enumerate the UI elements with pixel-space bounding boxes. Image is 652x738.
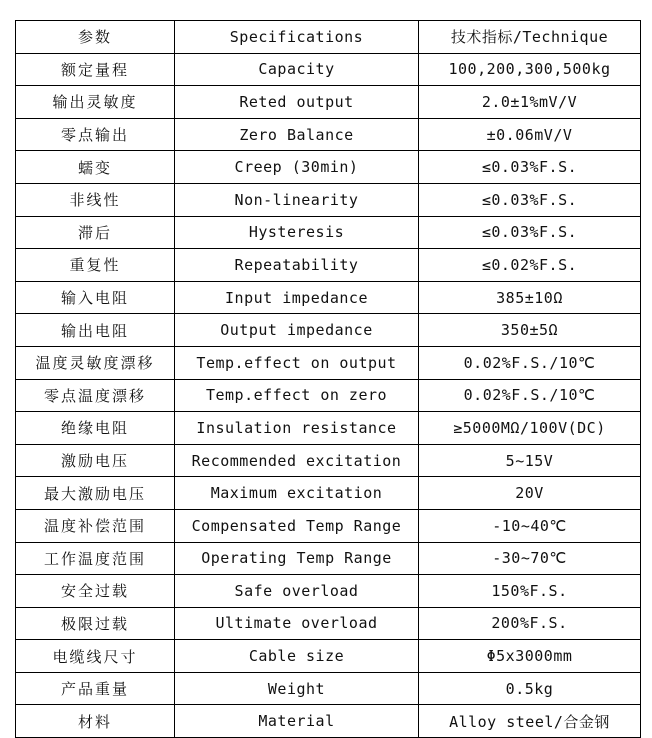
value-cell: 150%F.S. bbox=[419, 575, 641, 608]
value-cell: ≤0.03%F.S. bbox=[419, 151, 641, 184]
param-cell: 重复性 bbox=[16, 249, 175, 282]
spec-cell: Creep (30min) bbox=[175, 151, 419, 184]
param-cell: 最大激励电压 bbox=[16, 477, 175, 510]
table-row bbox=[16, 477, 641, 510]
param-cell: 安全过载 bbox=[16, 575, 175, 608]
spec-cell: Output impedance bbox=[175, 314, 419, 347]
value-cell: -30~70℃ bbox=[419, 542, 641, 575]
value-cell: Φ5x3000mm bbox=[419, 640, 641, 673]
value-cell: 5~15V bbox=[419, 444, 641, 477]
value-cell: ≥5000MΩ/100V(DC) bbox=[419, 412, 641, 445]
param-cell: 非线性 bbox=[16, 183, 175, 216]
param-cell: 零点温度漂移 bbox=[16, 379, 175, 412]
value-cell: Alloy steel/合金钢 bbox=[419, 705, 641, 738]
spec-cell: Cable size bbox=[175, 640, 419, 673]
spec-cell: Maximum excitation bbox=[175, 477, 419, 510]
spec-cell: Zero Balance bbox=[175, 118, 419, 151]
table-row bbox=[16, 379, 641, 412]
param-cell: 输入电阻 bbox=[16, 281, 175, 314]
specifications-table-body bbox=[16, 21, 641, 738]
param-cell: 绝缘电阻 bbox=[16, 412, 175, 445]
table-row bbox=[16, 607, 641, 640]
table-row bbox=[16, 575, 641, 608]
spec-cell: Safe overload bbox=[175, 575, 419, 608]
param-cell: 输出电阻 bbox=[16, 314, 175, 347]
spec-cell: Reted output bbox=[175, 86, 419, 119]
param-cell: 零点输出 bbox=[16, 118, 175, 151]
spec-cell: Recommended excitation bbox=[175, 444, 419, 477]
param-cell: 额定量程 bbox=[16, 53, 175, 86]
table-row bbox=[16, 118, 641, 151]
param-cell: 蠕变 bbox=[16, 151, 175, 184]
table-header-row bbox=[16, 21, 641, 54]
value-cell: 200%F.S. bbox=[419, 607, 641, 640]
table-row bbox=[16, 640, 641, 673]
spec-cell: Ultimate overload bbox=[175, 607, 419, 640]
header-value-cell: 技术指标/Technique bbox=[419, 21, 641, 54]
spec-cell: Non-linearity bbox=[175, 183, 419, 216]
value-cell: 0.02%F.S./10℃ bbox=[419, 346, 641, 379]
value-cell: 385±10Ω bbox=[419, 281, 641, 314]
value-cell: 20V bbox=[419, 477, 641, 510]
table-row bbox=[16, 346, 641, 379]
table-row bbox=[16, 314, 641, 347]
table-row bbox=[16, 509, 641, 542]
header-param-cell: 参数 bbox=[16, 21, 175, 54]
param-cell: 温度补偿范围 bbox=[16, 509, 175, 542]
value-cell: 2.0±1%mV/V bbox=[419, 86, 641, 119]
table-row bbox=[16, 216, 641, 249]
spec-cell: Input impedance bbox=[175, 281, 419, 314]
header-spec-cell: Specifications bbox=[175, 21, 419, 54]
table-row bbox=[16, 672, 641, 705]
param-cell: 工作温度范围 bbox=[16, 542, 175, 575]
table-row bbox=[16, 444, 641, 477]
spec-cell: Temp.effect on zero bbox=[175, 379, 419, 412]
spec-cell: Capacity bbox=[175, 53, 419, 86]
table-row bbox=[16, 542, 641, 575]
param-cell: 电缆线尺寸 bbox=[16, 640, 175, 673]
table-row bbox=[16, 53, 641, 86]
value-cell: ±0.06mV/V bbox=[419, 118, 641, 151]
param-cell: 温度灵敏度漂移 bbox=[16, 346, 175, 379]
param-cell: 极限过载 bbox=[16, 607, 175, 640]
param-cell: 输出灵敏度 bbox=[16, 86, 175, 119]
table-row bbox=[16, 249, 641, 282]
table-row bbox=[16, 281, 641, 314]
param-cell: 材料 bbox=[16, 705, 175, 738]
table-row bbox=[16, 183, 641, 216]
spec-cell: Weight bbox=[175, 672, 419, 705]
param-cell: 滞后 bbox=[16, 216, 175, 249]
table-row bbox=[16, 151, 641, 184]
spec-cell: Hysteresis bbox=[175, 216, 419, 249]
value-cell: 0.02%F.S./10℃ bbox=[419, 379, 641, 412]
param-cell: 产品重量 bbox=[16, 672, 175, 705]
value-cell: ≤0.03%F.S. bbox=[419, 183, 641, 216]
specifications-table bbox=[15, 20, 641, 738]
spec-cell: Temp.effect on output bbox=[175, 346, 419, 379]
param-cell: 激励电压 bbox=[16, 444, 175, 477]
value-cell: ≤0.02%F.S. bbox=[419, 249, 641, 282]
value-cell: ≤0.03%F.S. bbox=[419, 216, 641, 249]
spec-cell: Insulation resistance bbox=[175, 412, 419, 445]
table-row bbox=[16, 86, 641, 119]
spec-cell: Repeatability bbox=[175, 249, 419, 282]
value-cell: 350±5Ω bbox=[419, 314, 641, 347]
value-cell: 100,200,300,500kg bbox=[419, 53, 641, 86]
value-cell: 0.5kg bbox=[419, 672, 641, 705]
spec-cell: Compensated Temp Range bbox=[175, 509, 419, 542]
value-cell: -10~40℃ bbox=[419, 509, 641, 542]
spec-cell: Material bbox=[175, 705, 419, 738]
spec-cell: Operating Temp Range bbox=[175, 542, 419, 575]
table-row bbox=[16, 412, 641, 445]
